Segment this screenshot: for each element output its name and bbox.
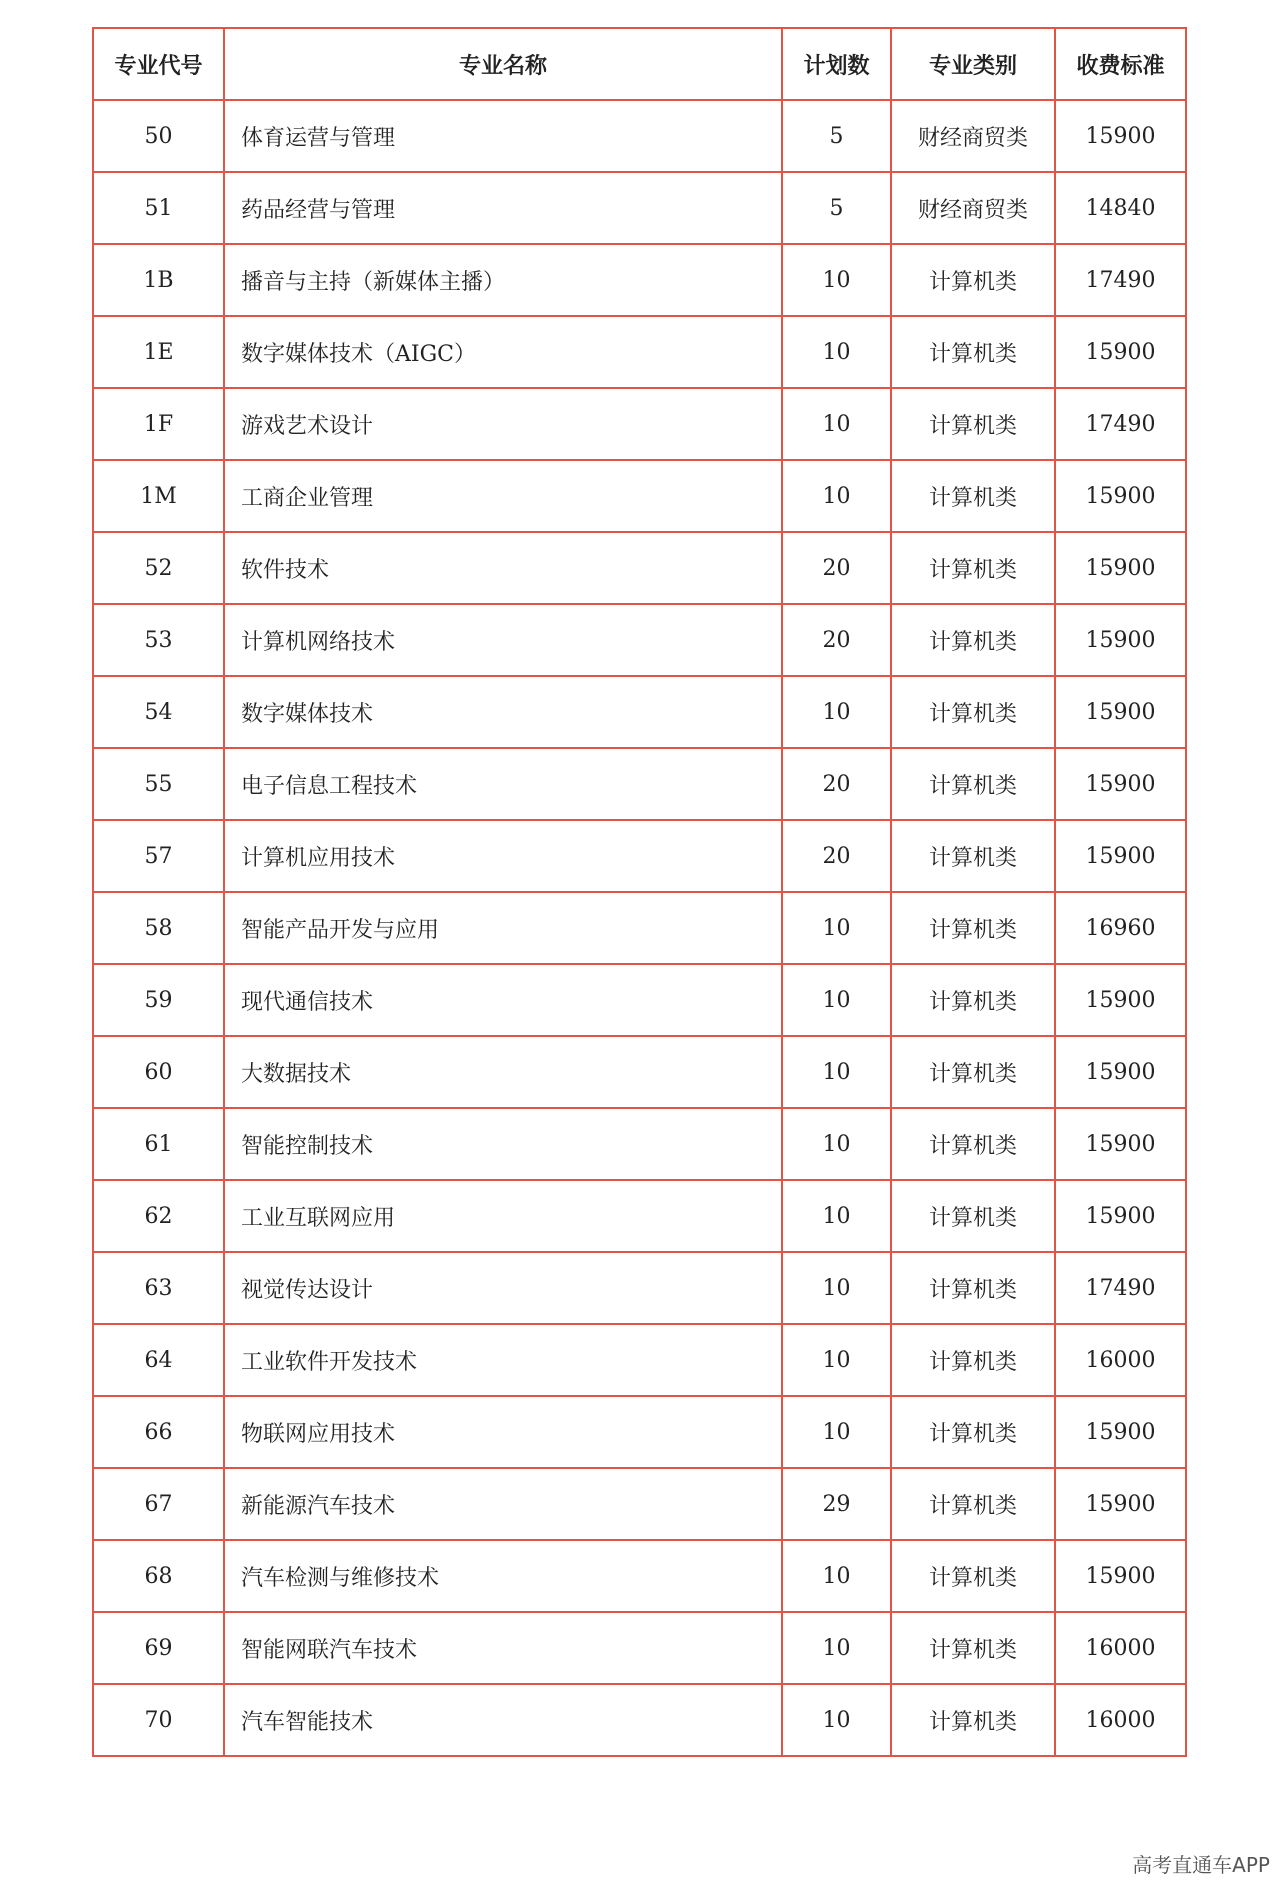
major-code-cell: 1E	[93, 316, 224, 388]
major-name-cell: 智能控制技术	[224, 1108, 782, 1180]
plan-count-cell: 10	[782, 1684, 891, 1756]
major-category-cell: 计算机类	[891, 532, 1055, 604]
plan-count-cell: 10	[782, 1252, 891, 1324]
major-category-cell: 财经商贸类	[891, 100, 1055, 172]
major-name-cell: 工商企业管理	[224, 460, 782, 532]
major-name-cell: 计算机网络技术	[224, 604, 782, 676]
fee-cell: 16000	[1055, 1684, 1186, 1756]
major-category-cell: 计算机类	[891, 244, 1055, 316]
fee-cell: 17490	[1055, 388, 1186, 460]
plan-count-cell: 10	[782, 892, 891, 964]
major-code-cell: 57	[93, 820, 224, 892]
major-code-cell: 51	[93, 172, 224, 244]
watermark-text: 高考直通车APP	[1132, 1853, 1270, 1877]
fee-cell: 14840	[1055, 172, 1186, 244]
table-row	[93, 892, 1186, 964]
table-row	[93, 964, 1186, 1036]
header-major-code: 专业代号	[93, 28, 224, 100]
major-category-cell: 计算机类	[891, 676, 1055, 748]
fee-cell: 15900	[1055, 1108, 1186, 1180]
table-row	[93, 1324, 1186, 1396]
table-row	[93, 1252, 1186, 1324]
fee-cell: 15900	[1055, 1540, 1186, 1612]
major-category-cell: 计算机类	[891, 1612, 1055, 1684]
fee-cell: 15900	[1055, 1180, 1186, 1252]
major-code-cell: 50	[93, 100, 224, 172]
table-row	[93, 676, 1186, 748]
major-code-cell: 58	[93, 892, 224, 964]
plan-count-cell: 10	[782, 1540, 891, 1612]
plan-count-cell: 10	[782, 1108, 891, 1180]
major-name-cell: 药品经营与管理	[224, 172, 782, 244]
plan-count-cell: 10	[782, 1324, 891, 1396]
plan-count-cell: 29	[782, 1468, 891, 1540]
plan-count-cell: 20	[782, 748, 891, 820]
plan-count-cell: 5	[782, 100, 891, 172]
major-name-cell: 大数据技术	[224, 1036, 782, 1108]
header-plan-count: 计划数	[782, 28, 891, 100]
major-code-cell: 55	[93, 748, 224, 820]
major-category-cell: 计算机类	[891, 1108, 1055, 1180]
table-row	[93, 532, 1186, 604]
plan-count-cell: 20	[782, 604, 891, 676]
major-name-cell: 工业软件开发技术	[224, 1324, 782, 1396]
major-name-cell: 软件技术	[224, 532, 782, 604]
major-category-cell: 计算机类	[891, 748, 1055, 820]
plan-count-cell: 5	[782, 172, 891, 244]
major-name-cell: 播音与主持（新媒体主播）	[224, 244, 782, 316]
table-row	[93, 820, 1186, 892]
major-code-cell: 70	[93, 1684, 224, 1756]
fee-cell: 15900	[1055, 316, 1186, 388]
major-name-cell: 电子信息工程技术	[224, 748, 782, 820]
header-row	[93, 28, 1186, 100]
table-row	[93, 1612, 1186, 1684]
plan-count-cell: 10	[782, 1036, 891, 1108]
major-code-cell: 69	[93, 1612, 224, 1684]
major-name-cell: 游戏艺术设计	[224, 388, 782, 460]
major-category-cell: 计算机类	[891, 1324, 1055, 1396]
major-code-cell: 62	[93, 1180, 224, 1252]
major-name-cell: 智能产品开发与应用	[224, 892, 782, 964]
table-row	[93, 1684, 1186, 1756]
major-code-cell: 63	[93, 1252, 224, 1324]
major-category-cell: 计算机类	[891, 1396, 1055, 1468]
major-code-cell: 52	[93, 532, 224, 604]
fee-cell: 17490	[1055, 1252, 1186, 1324]
major-name-cell: 汽车检测与维修技术	[224, 1540, 782, 1612]
major-category-cell: 计算机类	[891, 1180, 1055, 1252]
major-code-cell: 1B	[93, 244, 224, 316]
table-row	[93, 1396, 1186, 1468]
major-code-cell: 66	[93, 1396, 224, 1468]
major-name-cell: 汽车智能技术	[224, 1684, 782, 1756]
plan-count-cell: 10	[782, 1396, 891, 1468]
major-category-cell: 计算机类	[891, 892, 1055, 964]
fee-cell: 16960	[1055, 892, 1186, 964]
fee-cell: 17490	[1055, 244, 1186, 316]
plan-count-cell: 10	[782, 1180, 891, 1252]
fee-cell: 15900	[1055, 1468, 1186, 1540]
major-category-cell: 计算机类	[891, 820, 1055, 892]
fee-cell: 15900	[1055, 100, 1186, 172]
fee-cell: 15900	[1055, 1036, 1186, 1108]
table-body	[93, 100, 1186, 1756]
major-name-cell: 现代通信技术	[224, 964, 782, 1036]
major-name-cell: 智能网联汽车技术	[224, 1612, 782, 1684]
table-row	[93, 1540, 1186, 1612]
major-name-cell: 数字媒体技术（AIGC）	[224, 316, 782, 388]
table-row	[93, 244, 1186, 316]
major-code-cell: 53	[93, 604, 224, 676]
major-name-cell: 数字媒体技术	[224, 676, 782, 748]
table-row	[93, 1036, 1186, 1108]
fee-cell: 15900	[1055, 964, 1186, 1036]
table-row	[93, 604, 1186, 676]
table-row	[93, 316, 1186, 388]
major-code-cell: 61	[93, 1108, 224, 1180]
header-major-category: 专业类别	[891, 28, 1055, 100]
major-category-cell: 计算机类	[891, 604, 1055, 676]
major-code-cell: 1M	[93, 460, 224, 532]
major-name-cell: 计算机应用技术	[224, 820, 782, 892]
major-code-cell: 60	[93, 1036, 224, 1108]
major-name-cell: 体育运营与管理	[224, 100, 782, 172]
major-category-cell: 计算机类	[891, 1252, 1055, 1324]
header-fee-standard: 收费标准	[1055, 28, 1186, 100]
major-code-cell: 64	[93, 1324, 224, 1396]
table-row	[93, 1108, 1186, 1180]
plan-count-cell: 10	[782, 676, 891, 748]
plan-count-cell: 10	[782, 316, 891, 388]
major-category-cell: 计算机类	[891, 460, 1055, 532]
major-name-cell: 物联网应用技术	[224, 1396, 782, 1468]
header-major-name: 专业名称	[224, 28, 782, 100]
fee-cell: 15900	[1055, 676, 1186, 748]
plan-count-cell: 20	[782, 820, 891, 892]
table-row	[93, 1180, 1186, 1252]
major-category-cell: 计算机类	[891, 388, 1055, 460]
table-row	[93, 1468, 1186, 1540]
table-row	[93, 388, 1186, 460]
fee-cell: 15900	[1055, 604, 1186, 676]
fee-cell: 15900	[1055, 1396, 1186, 1468]
major-code-cell: 59	[93, 964, 224, 1036]
plan-count-cell: 20	[782, 532, 891, 604]
fee-cell: 15900	[1055, 820, 1186, 892]
major-code-cell: 67	[93, 1468, 224, 1540]
table-row	[93, 748, 1186, 820]
fee-cell: 15900	[1055, 532, 1186, 604]
major-name-cell: 工业互联网应用	[224, 1180, 782, 1252]
table-row	[93, 172, 1186, 244]
major-code-cell: 54	[93, 676, 224, 748]
plan-count-cell: 10	[782, 388, 891, 460]
plan-count-cell: 10	[782, 964, 891, 1036]
major-category-cell: 计算机类	[891, 964, 1055, 1036]
table-row	[93, 100, 1186, 172]
major-code-cell: 68	[93, 1540, 224, 1612]
major-category-cell: 计算机类	[891, 316, 1055, 388]
major-name-cell: 新能源汽车技术	[224, 1468, 782, 1540]
major-code-cell: 1F	[93, 388, 224, 460]
fee-cell: 15900	[1055, 748, 1186, 820]
table-row	[93, 460, 1186, 532]
major-category-cell: 计算机类	[891, 1468, 1055, 1540]
major-category-cell: 财经商贸类	[891, 172, 1055, 244]
fee-cell: 16000	[1055, 1324, 1186, 1396]
major-name-cell: 视觉传达设计	[224, 1252, 782, 1324]
plan-count-cell: 10	[782, 244, 891, 316]
major-category-cell: 计算机类	[891, 1540, 1055, 1612]
major-category-cell: 计算机类	[891, 1684, 1055, 1756]
plan-count-cell: 10	[782, 1612, 891, 1684]
plan-count-cell: 10	[782, 460, 891, 532]
major-table	[92, 27, 1187, 1757]
major-category-cell: 计算机类	[891, 1036, 1055, 1108]
fee-cell: 15900	[1055, 460, 1186, 532]
fee-cell: 16000	[1055, 1612, 1186, 1684]
